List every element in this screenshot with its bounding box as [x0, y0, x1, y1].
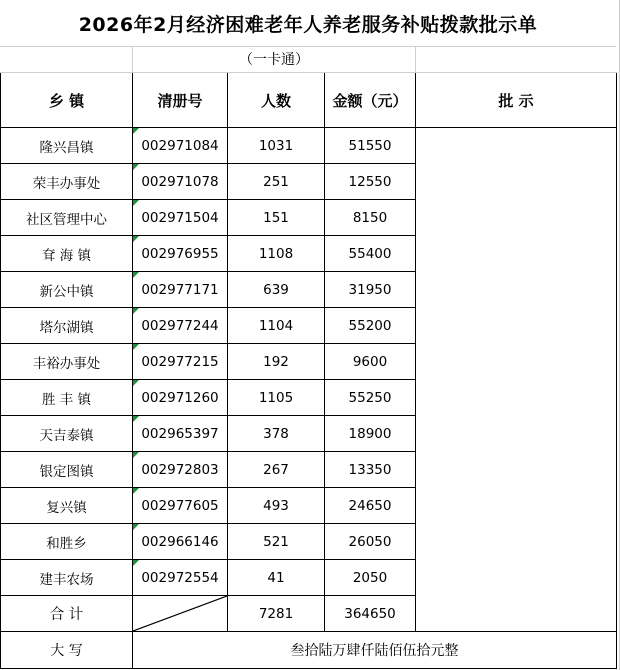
cell-town[interactable] [1, 416, 133, 452]
comment-indicator-icon [133, 164, 139, 170]
total-register-blank [133, 596, 228, 632]
cell-register-text: 002977215 [141, 353, 219, 370]
comment-indicator-icon [133, 128, 139, 134]
cell-register[interactable] [133, 560, 228, 596]
header-row [1, 73, 617, 128]
cell-amount[interactable] [325, 560, 416, 596]
cell-amount-text: 18900 [348, 425, 392, 442]
cell-town-text: 建丰农场 [39, 571, 94, 588]
table-row [1, 128, 617, 164]
comment-indicator-icon [133, 488, 139, 494]
cell-town[interactable] [1, 308, 133, 344]
approval-area[interactable] [416, 128, 617, 632]
cell-amount-text: 9600 [352, 353, 388, 370]
cell-town-text: 荣丰办事处 [32, 175, 101, 192]
subtitle-row [1, 46, 617, 73]
cell-register-text: 002977605 [141, 497, 219, 514]
cell-town-text: 和胜乡 [46, 535, 87, 552]
cell-amount[interactable] [325, 272, 416, 308]
cell-people[interactable] [228, 128, 325, 164]
cell-amount[interactable] [325, 380, 416, 416]
cell-amount-text: 24650 [348, 497, 392, 514]
header-town: 乡 镇 [1, 73, 133, 128]
cell-amount[interactable] [325, 524, 416, 560]
comment-indicator-icon [133, 200, 139, 206]
cell-amount-text: 55400 [348, 245, 392, 262]
total-amount[interactable]: 364650 [325, 596, 416, 632]
cell-people-text: 378 [263, 425, 289, 442]
cell-register-text: 002972803 [141, 461, 219, 478]
cell-people[interactable] [228, 416, 325, 452]
subtitle: （一卡通） [133, 46, 416, 73]
cell-people-text: 251 [263, 173, 289, 190]
cell-amount-text: 2050 [352, 569, 388, 586]
sheet-title: 2026年2月经济困难老年人养老服务补贴拨款批示单 [0, 0, 616, 47]
cell-people[interactable] [228, 272, 325, 308]
cell-town-text: 塔尔湖镇 [39, 319, 94, 336]
cell-people-text: 493 [263, 497, 289, 514]
comment-indicator-icon [133, 524, 139, 530]
cell-register-text: 002977171 [141, 281, 219, 298]
cell-people[interactable] [228, 344, 325, 380]
cell-people[interactable] [228, 560, 325, 596]
cell-people-text: 1108 [258, 245, 294, 262]
cell-register-text: 002976955 [141, 245, 219, 262]
cell-amount-text: 8150 [352, 209, 388, 226]
cell-people[interactable] [228, 164, 325, 200]
total-label: 合 计 [1, 596, 133, 632]
cell-register-text: 002971504 [141, 209, 219, 226]
cell-amount[interactable] [325, 200, 416, 236]
cell-town[interactable] [1, 128, 133, 164]
cell-register-text: 002977244 [141, 317, 219, 334]
cell-register[interactable] [133, 416, 228, 452]
cell-town-text: 社区管理中心 [26, 211, 107, 228]
cell-people[interactable] [228, 308, 325, 344]
cell-town[interactable] [1, 380, 133, 416]
cell-town[interactable] [1, 164, 133, 200]
cell-town[interactable] [1, 200, 133, 236]
cell-amount[interactable] [325, 236, 416, 272]
cell-people[interactable] [228, 452, 325, 488]
cell-town-text: 天吉泰镇 [39, 427, 94, 444]
cell-town-text: 丰裕办事处 [32, 355, 101, 372]
cell-register[interactable] [133, 128, 228, 164]
cell-people-text: 267 [263, 461, 289, 478]
cell-people[interactable] [228, 488, 325, 524]
cell-people-text: 151 [263, 209, 289, 226]
cell-amount-text: 55200 [348, 317, 392, 334]
cell-amount[interactable] [325, 488, 416, 524]
cell-town-text: 耷 海 镇 [41, 247, 92, 264]
approval-table [0, 46, 617, 669]
cell-town[interactable] [1, 524, 133, 560]
cell-register[interactable] [133, 272, 228, 308]
daxie-row [1, 632, 617, 669]
cell-town-text: 复兴镇 [46, 499, 87, 516]
cell-register-text: 002971084 [141, 137, 219, 154]
cell-people-text: 639 [263, 281, 289, 298]
cell-amount[interactable] [325, 452, 416, 488]
daxie-label: 大 写 [1, 632, 133, 669]
cell-town-text: 银定图镇 [39, 463, 94, 480]
comment-indicator-icon [133, 380, 139, 386]
cell-people[interactable] [228, 524, 325, 560]
diagonal-slash-icon [133, 596, 227, 631]
comment-indicator-icon [133, 560, 139, 566]
cell-register-text: 002972554 [141, 569, 219, 586]
cell-town[interactable] [1, 452, 133, 488]
comment-indicator-icon [133, 236, 139, 242]
cell-people[interactable] [228, 200, 325, 236]
cell-register[interactable] [133, 308, 228, 344]
cell-register[interactable] [133, 200, 228, 236]
cell-register-text: 002966146 [141, 533, 219, 550]
cell-register-text: 002965397 [141, 425, 219, 442]
comment-indicator-icon [133, 308, 139, 314]
cell-register[interactable] [133, 452, 228, 488]
cell-register[interactable] [133, 344, 228, 380]
comment-indicator-icon [133, 452, 139, 458]
cell-people-text: 521 [263, 533, 289, 550]
header-approval: 批 示 [416, 73, 617, 128]
cell-people-text: 1104 [258, 317, 294, 334]
comment-indicator-icon [133, 272, 139, 278]
cell-amount-text: 55250 [348, 389, 392, 406]
cell-people-text: 41 [267, 569, 285, 586]
cell-people[interactable] [228, 236, 325, 272]
header-amount: 金额（元） [325, 73, 416, 128]
cell-amount[interactable] [325, 164, 416, 200]
cell-register[interactable] [133, 164, 228, 200]
cell-register[interactable] [133, 488, 228, 524]
cell-people[interactable] [228, 380, 325, 416]
cell-register-text: 002971260 [141, 389, 219, 406]
cell-amount-text: 31950 [348, 281, 392, 298]
cell-town-text: 新公中镇 [39, 283, 94, 300]
cell-people-text: 1105 [258, 389, 294, 406]
cell-amount[interactable] [325, 344, 416, 380]
cell-register[interactable] [133, 524, 228, 560]
cell-town-text: 胜 丰 镇 [41, 391, 92, 408]
header-register: 清册号 [133, 73, 228, 128]
cell-town[interactable] [1, 344, 133, 380]
cell-town[interactable] [1, 236, 133, 272]
cell-town[interactable] [1, 488, 133, 524]
cell-amount-text: 12550 [348, 173, 392, 190]
cell-amount-text: 26050 [348, 533, 392, 550]
cell-town[interactable] [1, 560, 133, 596]
cell-people-text: 192 [263, 353, 289, 370]
comment-indicator-icon [133, 416, 139, 422]
cell-town[interactable] [1, 272, 133, 308]
cell-amount-text: 13350 [348, 461, 392, 478]
cell-amount[interactable] [325, 308, 416, 344]
cell-register[interactable] [133, 380, 228, 416]
total-people[interactable]: 7281 [228, 596, 325, 632]
cell-register-text: 002971078 [141, 173, 219, 190]
header-people: 人数 [228, 73, 325, 128]
cell-people-text: 1031 [258, 137, 294, 154]
cell-register[interactable] [133, 236, 228, 272]
cell-town-text: 隆兴昌镇 [39, 139, 94, 156]
cell-amount[interactable] [325, 416, 416, 452]
cell-amount[interactable] [325, 128, 416, 164]
cell-amount-text: 51550 [348, 137, 392, 154]
comment-indicator-icon [133, 344, 139, 350]
daxie-value[interactable]: 叁拾陆万肆仟陆佰伍拾元整 [133, 632, 617, 669]
